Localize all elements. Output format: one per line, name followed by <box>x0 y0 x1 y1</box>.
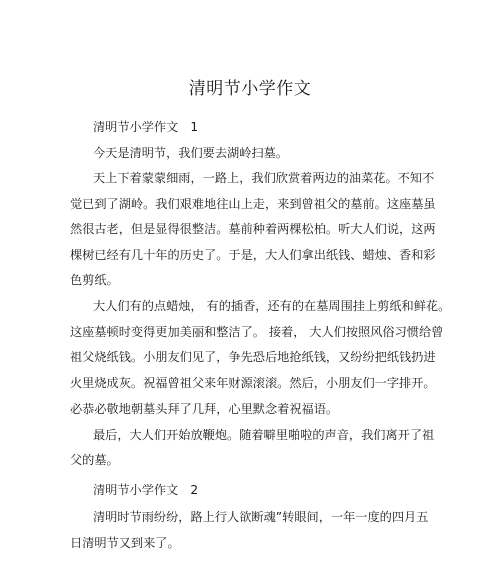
paragraph-line: 清明时节雨纷纷，路上行人欲断魂”转眼间，一年一度的四月五 <box>93 510 429 524</box>
paragraph-line: 最后，大人们开始放鞭炮。随着噼里啪啦的声音，我们离开了祖 <box>93 428 435 442</box>
section-heading-1 <box>93 119 198 135</box>
paragraph-line: 必恭必敬地朝墓头拜了几拜，心里默念着祝福语。 <box>70 402 339 416</box>
paragraph-line: 火里烧成灰。祝福曾祖父来年财源滚滚。然后，小朋友们一字排开。 <box>70 376 436 390</box>
paragraph-line: 然很古老，但是显得很整洁。墓前种着两棵松柏。听大人们说，这两 <box>70 222 436 236</box>
section-heading-2 <box>93 482 198 498</box>
paragraph-line: 觉已到了湖岭。我们艰难地往山上走，来到曾祖父的墓前。这座墓虽 <box>70 197 436 211</box>
paragraph-line: 今天是清明节，我们要去湖岭扫墓。 <box>93 146 288 160</box>
paragraph-line: 色剪纸。 <box>70 273 119 287</box>
document-title: 清明节小学作文 <box>188 79 312 99</box>
paragraph-line: 天上下着蒙蒙细雨，一路上，我们欣赏着两边的油菜花。不知不 <box>93 171 435 185</box>
section-number: 1 <box>190 120 199 134</box>
section-heading-text: 清明节小学作文 <box>93 483 179 497</box>
section-number: 2 <box>190 483 199 497</box>
paragraph-line: 棵树已经有几十年的历史了。于是，大人们拿出纸钱、蜡烛、香和彩 <box>70 248 436 262</box>
paragraph-line: 日清明节又到来了。 <box>70 536 180 550</box>
section-heading-text: 清明节小学作文 <box>93 120 179 134</box>
paragraph-line: 父的墓。 <box>70 453 119 467</box>
paragraph-line: 大人们有的点蜡烛， 有的插香，还有的在墓周围挂上剪纸和鲜花。 <box>93 299 451 313</box>
paragraph-line: 祖父烧纸钱。小朋友们见了，争先恐后地抢纸钱，又纷纷把纸钱扔进 <box>70 350 436 364</box>
paragraph-line: 这座墓顿时变得更加美丽和整洁了。 接着， 大人们按照风俗习惯给曾 <box>70 325 444 339</box>
